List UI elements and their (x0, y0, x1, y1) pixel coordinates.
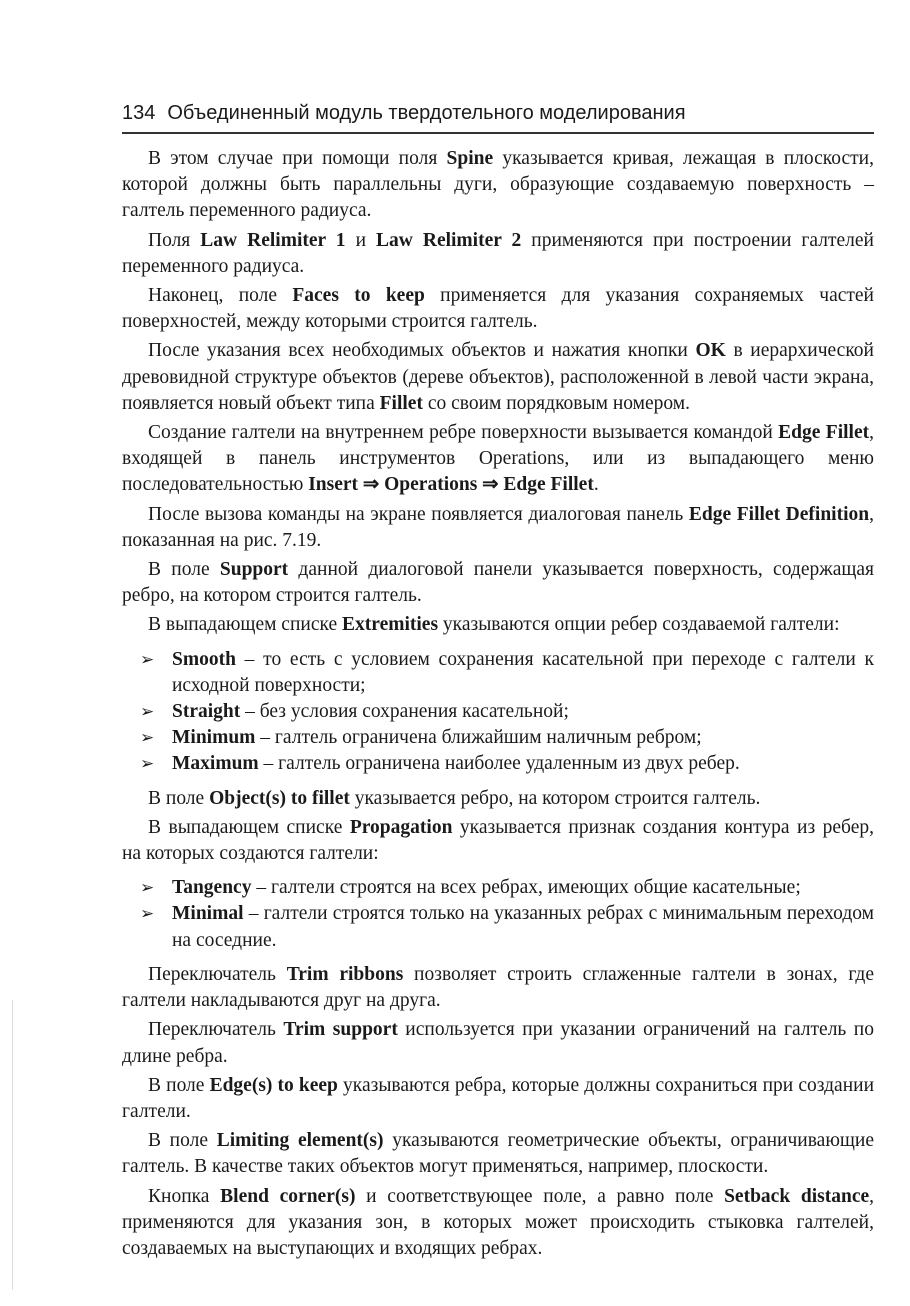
text-run: – галтель ограничена наиболее удаленным из двух ребер. (258, 753, 740, 775)
text-run: В выпадающем списке (148, 614, 343, 636)
text-run: После указания всех необходимых объектов и нажатия кнопки (148, 340, 696, 362)
paragraph (122, 1128, 874, 1180)
text-run: – галтели строятся на всех ребрах, имеющих общие касательные; (251, 877, 801, 899)
bold-term: Setback distance (724, 1185, 870, 1207)
text-run: Кнопка (148, 1185, 221, 1207)
paragraph (122, 612, 874, 638)
list-item (140, 901, 874, 953)
paragraph (122, 815, 874, 867)
text-run: В поле (148, 1074, 210, 1096)
text-run: – галтель ограничена ближайшим наличным ребром; (255, 727, 702, 749)
list-item (140, 751, 874, 777)
bold-term: OK (695, 340, 726, 362)
arrowhead-bullet-icon: ➢ (140, 649, 155, 669)
text-run: Поля (148, 229, 201, 251)
bold-term: Tangency (172, 877, 252, 899)
arrowhead-bullet-icon: ➢ (140, 904, 155, 924)
text-run: и (345, 229, 377, 251)
text-run: указывается ребро, на котором строится галтель. (349, 787, 761, 809)
list-item (140, 875, 874, 901)
text-run: Наконец, поле (148, 285, 293, 307)
page-body (122, 146, 874, 1265)
text-run: в иерархической древовидной структуре объектов (дереве объектов), расположенной в левой части экрана, появляется новый объект типа (122, 340, 874, 414)
text-run: – галтели строятся только на указанных ребрах с минимальным переходом на соседние. (172, 903, 874, 951)
text-run: , применяются для указания зон, в которых может происходить стыковка галтелей, создаваемых на выступающих и входящих ребрах. (122, 1185, 874, 1259)
arrowhead-bullet-icon: ➢ (140, 702, 155, 722)
text-run: применяются при построении галтелей переменного радиуса. (122, 229, 874, 277)
bold-term: Minimal (172, 903, 244, 925)
paragraph (122, 338, 874, 417)
bold-term: Spine (446, 148, 494, 169)
bold-term: Fillet (379, 392, 423, 414)
paragraph (122, 786, 874, 812)
paragraph (122, 1073, 874, 1125)
text-run: – то есть с условием сохранения касательной при переходе с галтели к исходной поверхности; (172, 648, 874, 696)
text-run: – без условия сохранения касательной; (240, 701, 569, 723)
arrowhead-bullet-icon: ➢ (140, 878, 155, 898)
bold-term: Edge Fillet (778, 422, 870, 444)
bold-term: Insert ⇒ Operations ⇒ Edge Fillet (308, 474, 594, 496)
bold-term: Blend corner(s) (220, 1185, 356, 1207)
text-run: указываются опции ребер создаваемой галтели: (438, 614, 840, 636)
bold-term: Smooth (172, 648, 236, 670)
running-header (122, 98, 874, 134)
text-run: данной диалоговой панели указывается поверхность, содержащая ребро, на котором строится галтель. (122, 559, 874, 607)
text-run: и соответствующее поле, а равно поле (355, 1185, 725, 1207)
text-run: Переключатель (148, 1019, 284, 1041)
text-run: указывается кривая, лежащая в плоскости, которой должны быть параллельны дуги, образующие создаваемую поверхность – галтель переменного радиуса. (122, 148, 874, 222)
text-run: указываются геометрические объекты, ограничивающие галтель. В качестве таких объектов могут применяться, например, плоскости. (122, 1130, 874, 1178)
text-run: , входящей в панель инструментов Operations, или из выпадающего меню последовательностью (122, 422, 874, 496)
text-run: В поле (148, 787, 210, 809)
bold-term: Support (219, 559, 289, 581)
text-run: Создание галтели на внутреннем ребре поверхности вызывается командой (148, 422, 779, 444)
bold-term: Extremities (342, 614, 439, 636)
bold-term: Limiting element(s) (216, 1130, 384, 1152)
paragraph (122, 502, 874, 554)
arrowhead-bullet-icon: ➢ (140, 728, 155, 748)
bold-term: Minimum (172, 727, 256, 749)
bold-term: Maximum (172, 753, 259, 775)
list-item (140, 725, 874, 751)
paragraph (122, 228, 874, 280)
bold-term: Trim ribbons (286, 963, 404, 985)
bullet-list (122, 647, 874, 778)
bold-term: Propagation (349, 816, 453, 838)
text-run: В выпадающем списке (148, 816, 350, 838)
chapter-title: Объединенный модуль твердотельного моделирования (167, 102, 686, 124)
bold-term: Law Relimiter 2 (376, 229, 522, 251)
text-run: В поле (148, 559, 220, 581)
list-item (140, 699, 874, 725)
text-run: позволяет строить сглаженные галтели в зонах, где галтели накладываются друг на друга. (122, 963, 875, 1012)
text-run: со своим порядковым номером. (422, 392, 690, 414)
bold-term: Straight (172, 701, 241, 723)
text-run: В поле (148, 1130, 217, 1152)
bold-term: Trim support (283, 1019, 398, 1041)
text-run: Переключатель (148, 963, 287, 985)
page-number: 134 (122, 102, 156, 124)
bold-term: Law Relimiter 1 (200, 229, 346, 251)
text-run: указываются ребра, которые должны сохраниться при создании галтели. (122, 1074, 874, 1122)
text-run: , показанная на рис. 7.19. (122, 503, 874, 551)
arrowhead-bullet-icon: ➢ (140, 754, 155, 774)
text-run: применяется для указания сохраняемых частей поверхностей, между которыми строится галтель. (122, 285, 874, 333)
text-run: указывается признак создания контура из ребер, на которых создаются галтели: (122, 816, 874, 865)
scan-artifact (12, 1000, 13, 1290)
bold-term: Faces to keep (292, 285, 425, 307)
bold-term: Edge Fillet Definition (688, 503, 870, 525)
paragraph (122, 420, 874, 499)
text-run: . (593, 474, 599, 496)
paragraph (122, 283, 874, 335)
paragraph (122, 1184, 874, 1263)
bold-term: Object(s) to fillet (209, 787, 350, 809)
paragraph (122, 146, 874, 225)
paragraph (122, 1017, 874, 1069)
text-run: В этом случае при помощи поля (148, 148, 447, 169)
bullet-list (122, 875, 874, 954)
paragraph (122, 557, 874, 609)
bold-term: Edge(s) to keep (209, 1074, 338, 1096)
text-run: используется при указании ограничений на галтель по длине ребра. (122, 1019, 874, 1067)
text-run: После вызова команды на экране появляется диалоговая панель (148, 503, 689, 525)
list-item (140, 647, 874, 699)
paragraph (122, 962, 874, 1014)
